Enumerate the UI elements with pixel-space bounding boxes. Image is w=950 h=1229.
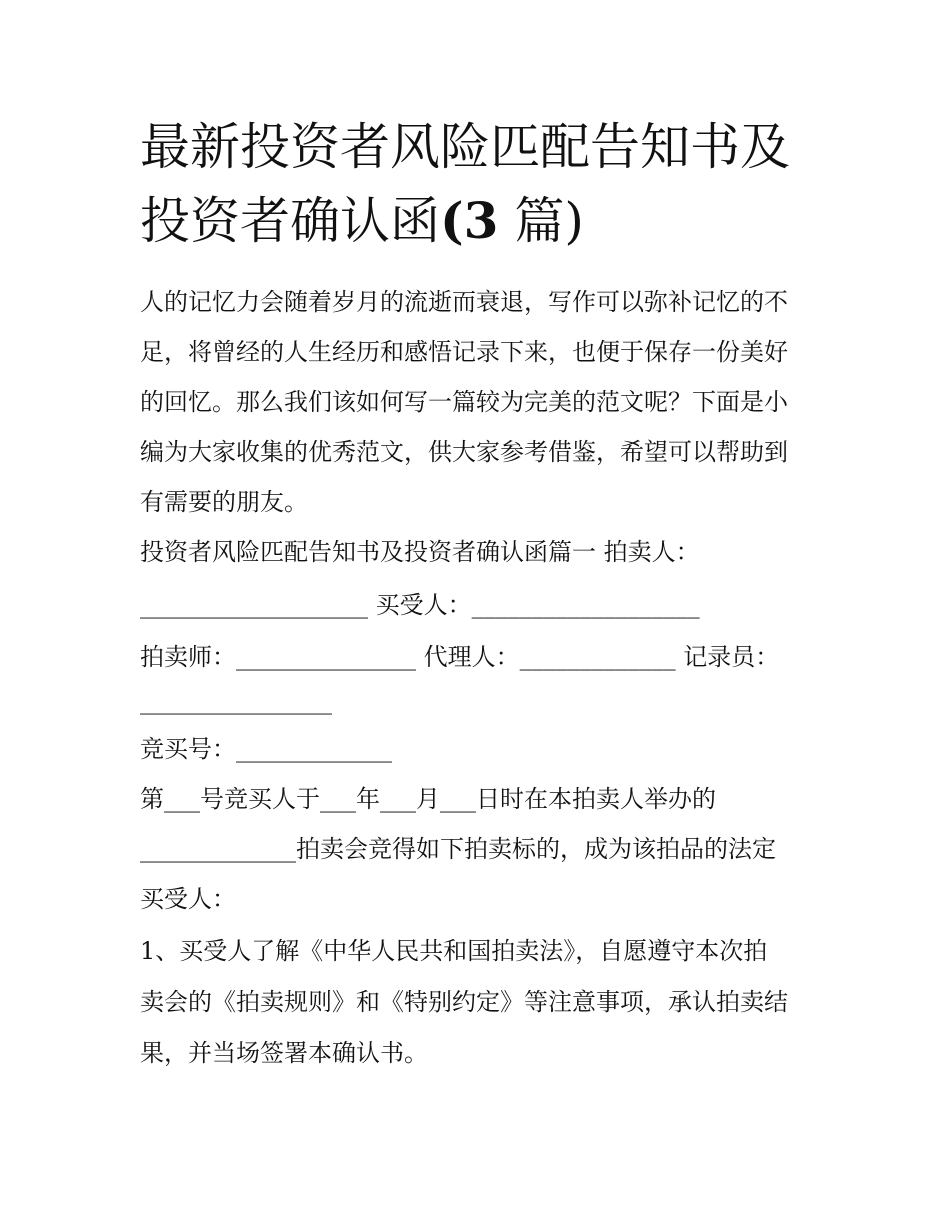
form-line-auctioneer: 拍卖师：_______________ 代理人：_____________ 记录员： bbox=[140, 643, 780, 671]
form-line-bid-number: 竞买号：_____________ bbox=[140, 735, 392, 763]
clause-1-line-3: 果，并当场签署本确认书。 bbox=[140, 1039, 428, 1067]
clause-1-line-1: 1、买受人了解《中华人民共和国拍卖法》，自愿遵守本次拍 bbox=[140, 937, 768, 965]
body-line-3: 的回忆。那么我们该如何写一篇较为完美的范文呢？下面是小 bbox=[140, 388, 788, 416]
body-line-5: 有需要的朋友。 bbox=[140, 488, 308, 516]
form-line-auction: _____________拍卖会竞得如下拍卖标的，成为该拍品的法定 bbox=[140, 835, 776, 863]
section-heading-1: 投资者风险匹配告知书及投资者确认函篇一 拍卖人： bbox=[140, 538, 700, 566]
form-line-legal-buyer: 买受人： bbox=[140, 885, 236, 913]
body-line-4: 编为大家收集的优秀范文，供大家参考借鉴，希望可以帮助到 bbox=[140, 438, 788, 466]
document-title-line-2: 投资者确认函(3 篇) bbox=[140, 191, 584, 250]
clause-1-line-2: 卖会的《拍卖规则》和《特别约定》等注意事项，承认拍卖结 bbox=[140, 988, 788, 1016]
form-line-recorder-blank: ________________ bbox=[140, 687, 332, 715]
body-line-1: 人的记忆力会随着岁月的流逝而衰退，写作可以弥补记忆的不 bbox=[140, 288, 788, 316]
document-title-line-1: 最新投资者风险匹配告知书及 bbox=[140, 118, 790, 176]
form-line-date: 第___号竞买人于___年___月___日时在本拍卖人举办的 bbox=[140, 785, 716, 813]
form-line-buyer: ___________________ 买受人：___________________ bbox=[140, 591, 700, 619]
body-line-2: 足，将曾经的人生经历和感悟记录下来，也便于保存一份美好 bbox=[140, 338, 788, 366]
